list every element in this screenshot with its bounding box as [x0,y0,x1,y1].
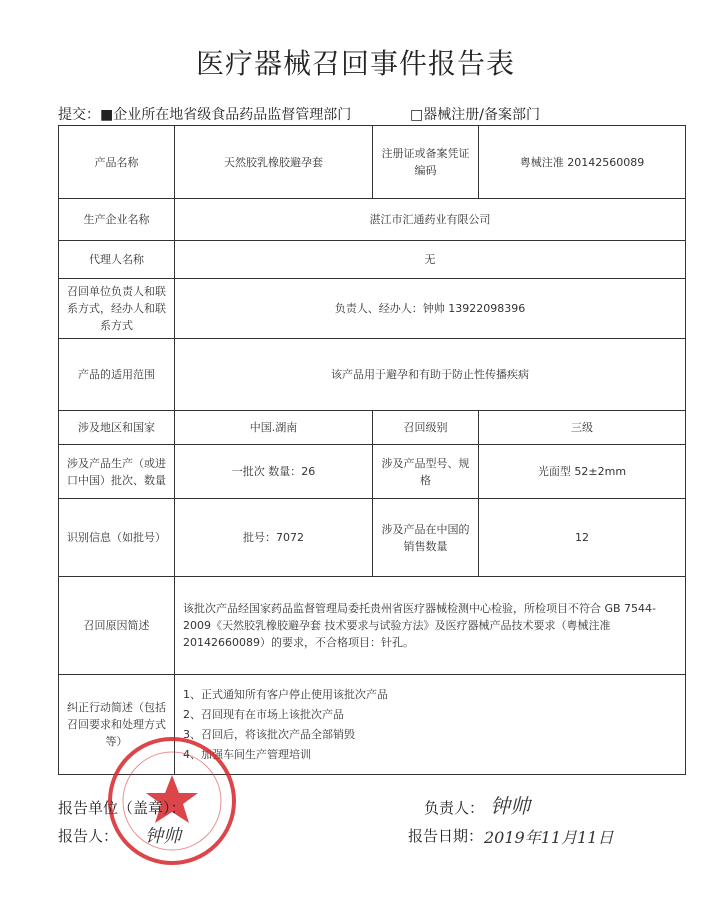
agent-label: 代理人名称 [59,241,175,279]
report-date-handwritten: 2019年11月11日 [484,828,614,847]
model-label: 涉及产品型号、规格 [373,445,479,499]
reason-value: 该批次产品经国家药品监督管理局委托贵州省医疗器械检测中心检验，所检项目不符合 GB 7544-2009《天然胶乳橡胶避孕套 技术要求与试验方法》及医疗器械产品技术要求（粤械注准 20142660089）的要求，不合格项目：针孔。 [175,577,686,675]
contact-value: 负责人、经办人：钟帅 13922098396 [175,279,686,339]
product-name-value: 天然胶乳橡胶避孕套 [175,126,373,199]
document-title: 医疗器械召回事件报告表 [195,47,515,80]
row-contact [59,279,686,339]
row-agent [59,241,686,279]
reporter-signature: 钟帅 [145,826,181,847]
row-ident [59,499,686,577]
ident-value: 批号：7072 [175,499,373,577]
registration-label: 注册证或备案凭证编码 [373,126,479,199]
batch-value: 一批次 数量：26 [175,445,373,499]
action-list [175,675,686,775]
row-region [59,411,686,445]
report-unit-label: 报告单位（盖章）： [58,799,186,817]
responsible-signature: 钟帅 [490,794,530,818]
scope-value: 该产品用于避孕和有助于防止性传播疾病 [175,339,686,411]
action-item: 2、召回现有在市场上该批次产品 [183,707,344,721]
region-label: 涉及地区和国家 [59,411,175,445]
submit-line [58,104,540,124]
product-name-label: 产品名称 [59,126,175,199]
checkbox-empty-icon: □ [410,107,424,123]
row-manufacturer [59,199,686,241]
manufacturer-value: 湛江市汇通药业有限公司 [175,199,686,241]
region-value: 中国.湖南 [175,411,373,445]
checkbox-checked-icon: ■ [100,107,114,123]
row-reason [59,577,686,675]
submit-prefix: 提交： [58,107,100,123]
level-label: 召回级别 [373,411,479,445]
report-date-label: 报告日期： [408,827,484,845]
contact-label: 召回单位负责人和联系方式，经办人和联系方式 [59,279,175,339]
reason-label: 召回原因简述 [59,577,175,675]
action-label: 纠正行动简述（包括召回要求和处理方式等） [59,675,175,775]
action-item: 4、加强车间生产管理培训 [183,747,311,761]
submit-option-registration: 器械注册/备案部门 [423,107,540,123]
action-item: 1、正式通知所有客户停止使用该批次产品 [183,687,388,701]
sales-value: 12 [479,499,686,577]
reporter-label: 报告人： [58,827,119,845]
submit-option-province: 企业所在地省级食品药品监督管理部门 [113,107,352,123]
manufacturer-label: 生产企业名称 [59,199,175,241]
batch-label: 涉及产品生产（或进口中国）批次、数量 [59,445,175,499]
sales-label: 涉及产品在中国的销售数量 [373,499,479,577]
action-item: 3、召回后，将该批次产品全部销毁 [183,727,355,741]
agent-value: 无 [175,241,686,279]
level-value: 三级 [479,411,686,445]
responsible-label: 负责人： [424,799,485,817]
row-product [59,126,686,199]
scope-label: 产品的适用范围 [59,339,175,411]
row-scope [59,339,686,411]
report-table [58,125,686,775]
model-value: 光面型 52±2mm [479,445,686,499]
row-batch [59,445,686,499]
registration-value: 粤械注准 20142560089 [479,126,686,199]
ident-label: 识别信息（如批号） [59,499,175,577]
submit-option-registration-group [410,104,540,124]
